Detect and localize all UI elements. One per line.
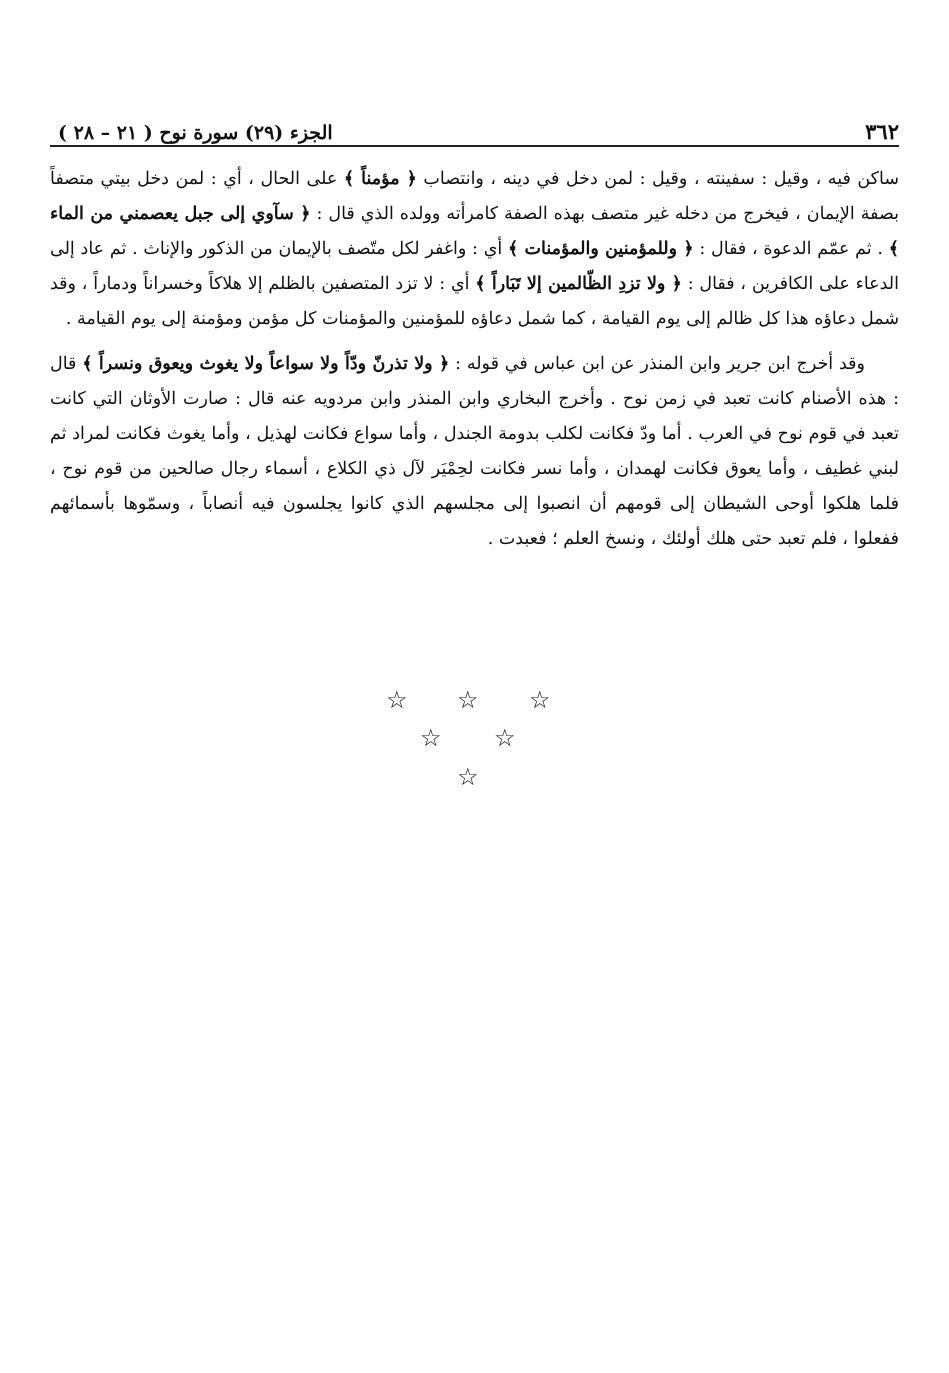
quran-quote: ﴿ وللمؤمنين والمؤمنات ﴾ bbox=[508, 239, 694, 259]
text-segment: ساكن فيه ، وقيل : سفينته ، وقيل : لمن دخل في دينه ، وانتصاب bbox=[416, 169, 900, 189]
star-icon: ☆ bbox=[420, 724, 442, 752]
star-icon: ☆ bbox=[494, 724, 516, 752]
quran-quote: ﴿ ولا تذرنّ ودّاً ولا سواعاً ولا يغوث ويعوق ونسراً ﴾ bbox=[82, 354, 450, 374]
running-header bbox=[58, 110, 899, 144]
quran-quote: ﴿ ولا تزدِ الظّالمين إلا تَبَاراً ﴾ bbox=[475, 274, 682, 294]
body-text bbox=[50, 162, 899, 557]
page-number: ٣٦٢ bbox=[865, 119, 899, 144]
text-segment: . ثم عمّم الدعوة ، فقال : bbox=[693, 239, 889, 259]
text-segment: على الحال ، أي : لمن دخل بيتي متصفاً بصفة الإيمان ، فيخرج من دخله غير متصف بهذه الصفة كامرأته وولده الذي قال : bbox=[50, 169, 899, 224]
paragraph-2 bbox=[50, 347, 899, 557]
star-icon: ☆ bbox=[529, 686, 551, 714]
star-icon: ☆ bbox=[457, 686, 479, 714]
star-icon: ☆ bbox=[457, 763, 479, 791]
text-segment: قال : هذه الأصنام كانت تعبد في زمن نوح . وأخرج البخاري وابن المنذر وابن مردويه عنه قال : صارت الأوثان التي كانت تعبد في قوم نوح في العرب . أما ودّ فكانت لكلب بدومة الجندل ، وأما سواع فكانت لهذيل ، وأما يغوث فكانت لمراد ثم لبني غطيف ، وأما يعوق فكانت لهمدان ، وأما نسر فكانت لحِمْيَر لآل ذي الكلاع ، أسماء رجال صالحين من قوم نوح ، فلما هلكوا أوحى الشيطان إلى قومهم أن انصبوا إلى مجلسهم الذي كانوا يجلسون فيه أنصاباً ، وسمّوها بأسمائهم ففعلوا ، فلم تعبد حتى هلك أولئك ، ونسخ العلم ؛ فعبدت . bbox=[50, 354, 899, 549]
star-ornament bbox=[0, 682, 949, 802]
quran-quote: ﴿ سآوي إلى جبل يعصمني من الماء ﴾ bbox=[50, 204, 900, 259]
text-segment: أي : لا تزد المتصفين بالظلم إلا هلاكاً وخسراناً ودماراً ، وقد شمل دعاؤه هذا كل ظالم إلى يوم القيامة ، كما شمل دعاؤه للمؤمنين والمؤمنات كل مؤمن ومؤمنة إلى يوم القيامة . bbox=[50, 274, 899, 329]
text-segment: وقد أخرج ابن جرير وابن المنذر عن ابن عباس في قوله : bbox=[449, 354, 865, 374]
quran-quote: ﴿ مؤمناً ﴾ bbox=[343, 169, 417, 189]
running-header-title: الجزء (٢٩) سورة نوح ( ٢١ – ٢٨ ) bbox=[58, 122, 333, 144]
text-segment: أي : واغفر لكل متّصف بالإيمان من الذكور والإناث . ثم عاد إلى الدعاء على الكافرين ، فقال : bbox=[50, 239, 899, 294]
header-rule bbox=[50, 145, 899, 147]
paragraph-1 bbox=[50, 162, 899, 337]
star-icon: ☆ bbox=[386, 686, 408, 714]
